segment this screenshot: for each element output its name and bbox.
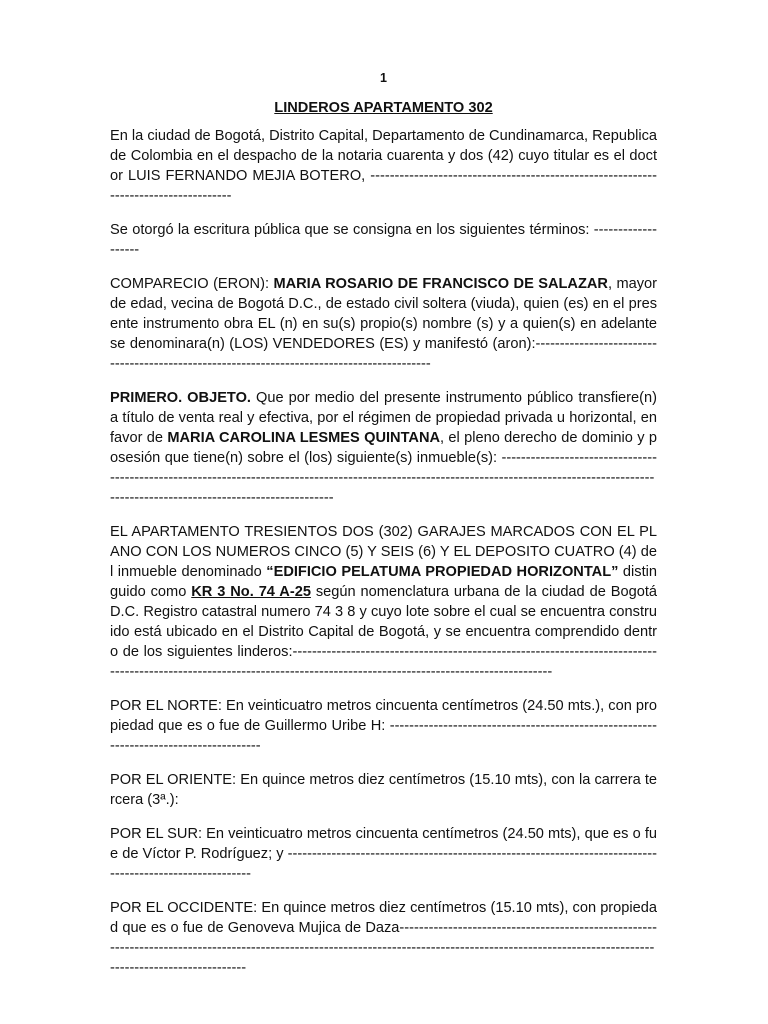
page-number: 1: [380, 71, 387, 85]
building-name: “EDIFICIO PELATUMA PROPIEDAD HORIZONTAL”: [266, 564, 619, 580]
document-title: LINDEROS APARTAMENTO 302: [274, 100, 493, 116]
document-page: [110, 68, 657, 978]
seller-name: MARIA ROSARIO DE FRANCISCO DE SALAZAR: [273, 276, 608, 292]
clause-heading: PRIMERO. OBJETO.: [110, 390, 251, 406]
paragraph-text: , el pleno derecho de dominio y posesión que tiene(n) sobre el (los) siguiente(s) inmueble(s): ----------------------------------------------------------------------------------------------------------------------------------------------------------------------------------------------: [110, 430, 657, 506]
boundary-north: [110, 696, 657, 756]
buyer-name: MARIA CAROLINA LESMES QUINTANA: [167, 430, 441, 446]
boundary-east: [110, 770, 657, 810]
paragraph-notary: [110, 126, 657, 206]
paragraph-text: POR EL SUR: En veinticuatro metros cincuenta centímetros (24.50 mts), que es o fue de Víctor P. Rodríguez; y ---------------------------------------------------------------------------------------------------------: [110, 826, 657, 882]
paragraph-property: [110, 522, 657, 682]
paragraph-text: En la ciudad de Bogotá, Distrito Capital, Departamento de Cundinamarca, Republica de Colombia en el despacho de la notaria cuarenta y dos (42) cuyo titular es el doctor LUIS FERNANDO MEJIA BOTERO, ------------------------------------------------------------------------------------: [110, 128, 657, 204]
paragraph-text: según nomenclatura urbana de la ciudad de Bogotá D.C. Registro catastral numero 74 3 8 y cuyo lote sobre el cual se encuentra construido está ubicado en el Distrito Capital de Bogotá, y se encuentra comprendido dentro de los siguientes linderos:----------------------------------------------------------------------------------------------------------------------------------------------------------------------: [110, 584, 657, 680]
boundary-south: [110, 824, 657, 884]
paragraph-text: , mayor de edad, vecina de Bogotá D.C., de estado civil soltera (viuda), quien (es) en el presente instrumento obra EL (n) en su(s) propio(s) nombre (s) y a quien(s) en adelante se denominara(n) (LOS) VENDEDORES (ES) y manifestó (aron):-------------------------------------------------------------------------------------------: [110, 276, 657, 372]
paragraph-text: EL APARTAMENTO TRESIENTOS DOS (302) GARAJES MARCADOS CON EL PLANO CON LOS NUMEROS CINCO (5) Y SEIS (6) Y EL DEPOSITO CUATRO (4) del inmueble denominado: [110, 524, 657, 580]
paragraph-text: distinguido como: [110, 564, 657, 600]
boundary-west: [110, 898, 657, 978]
paragraph-text: POR EL NORTE: En veinticuatro metros cincuenta centímetros (24.50 mts.), con propiedad que es o fue de Guillermo Uribe H: --------------------------------------------------------------------------------------: [110, 698, 657, 754]
paragraph-objeto: [110, 388, 657, 508]
paragraph-text: POR EL ORIENTE: En quince metros diez centímetros (15.10 mts), con la carrera tercera (3ª.):: [110, 772, 657, 808]
paragraph-comparecio: [110, 274, 657, 374]
paragraph-text: Que por medio del presente instrumento público transfiere(n) a título de venta real y efectiva, por el régimen de propiedad privada u horizontal, en favor de: [110, 390, 657, 446]
property-address-text: KR 3 No. 74 A-25: [191, 584, 311, 600]
paragraph-text: POR EL OCCIDENTE: En quince metros diez centímetros (15.10 mts), con propiedad que es o fue de Genoveva Mujica de Daza-------------------------------------------------------------------------------------------------------------------------------------------------------------------------------------------------: [110, 900, 657, 976]
paragraph-text: Se otorgó la escritura pública que se consigna en los siguientes términos: -------------------: [110, 222, 657, 258]
paragraph-lead: COMPARECIO (ERON):: [110, 276, 274, 292]
property-address: [191, 584, 311, 600]
paragraph-deed: [110, 220, 657, 260]
